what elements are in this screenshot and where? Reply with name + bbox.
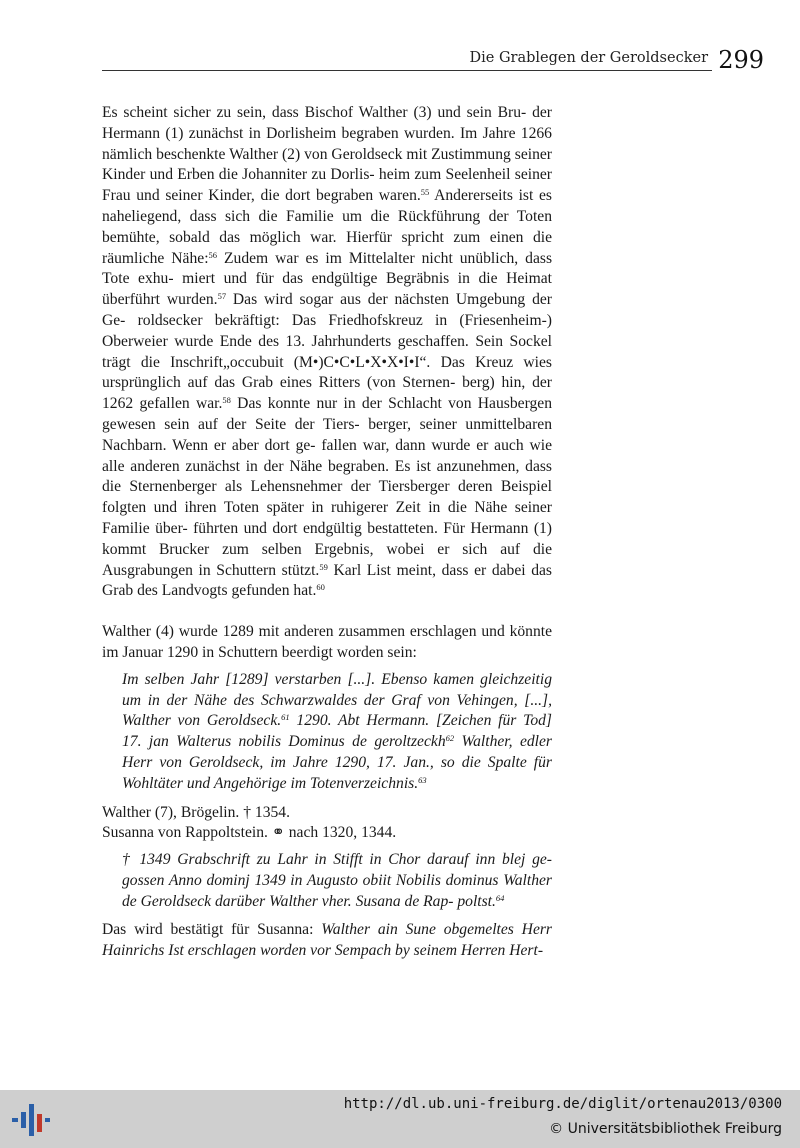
paragraph-2: Walther (4) wurde 1289 mit anderen zusammen erschlagen und könnte im Januar 1290 in Schuttern beerdigt worden sein: xyxy=(102,623,553,661)
block-quote-2: † 1349 Grabschrift zu Lahr in Stifft in Chor darauf inn blej ge- gossen Anno dominj 1349 in Augusto obiit Nobilis dominus Walther de Geroldseck darüber Walther vher. Susana de Rap- poltst.$^{64}$ xyxy=(122,851,552,910)
footnote-ref: 64 xyxy=(495,892,505,903)
genealogy-line-walther: Walther (7), Brögelin. † 1354. xyxy=(102,803,290,821)
running-title: Die Grablegen der Geroldsecker xyxy=(469,50,708,66)
header-rule xyxy=(102,70,712,71)
copyright-notice: © Universitätsbibliothek Freiburg xyxy=(549,1121,782,1137)
block-quote-1: Im selben Jahr [1289] verstarben [...]. Ebenso kamen gleichzeitig um in der Nähe des Schwarzwaldes der Graf von Vehingen, [...], Walther von Geroldseck.$^{61}$ 1290. Abt Hermann. [Zeichen für Tod] 17. jan Walterus nobilis Dominus de geroltzeckh$^{62}$ Walther, edler Herr von Geroldseck, im Jahre 1290, 17. Jan., so die Spalte für Wohltäter und Angehörige im Totenverzeichnis.$^{63}$ xyxy=(122,670,552,792)
ub-freiburg-logo-icon xyxy=(10,1100,52,1140)
footnote-ref: 58 xyxy=(222,395,231,406)
paragraph-1: Es scheint sicher zu sein, dass Bischof Walther (3) und sein Bru- der Hermann (1) zunächst in Dorlisheim begraben wurden. Im Jahre 1266 nämlich beschenkte Walther (2) von Geroldseck mit Zustimmung seiner Kinder und Erben die Johanniter zu Dorlis- heim zum Seelenheil seiner Frau und seiner Kinder, die dort begraben waren.$^{55}$ Andererseits ist es naheliegend, dass sich die Familie um die Rückführung der Toten bemühte, sobald das möglich war. Hierfür spricht zum einen die räumliche Nähe:$^{56}$ Zudem war es im Mittelalter nicht unüblich, dass Tote exhu- miert und für das endgültige Begräbnis in die Heimat überführt wurden.$^{57}$ Das wird sogar aus der nächsten Umgebung der Ge- roldsecker bekräftigt: Das Friedhofskreuz in (Friesenheim-) Oberweier wurde Ende des 13. Jahrhunderts geschaffen. Sein Sockel trägt die Inschrift„occubuit (M•)C•C•L•X•X•I•I“. Das Kreuz wies ursprünglich auf das Grab eines Ritters (von Sternen- berg) hin, der 1262 gefallen war.$^{58}$ Das konnte nur in der Schlacht von Hausbergen gewesen sein auf der Seite der Tiers- berger, seiner unmittelbaren Nachbarn. Wenn er aber dort ge- fallen war, dann wurde er auch wie alle anderen zunächst in der Nähe begraben. Es ist anzunehmen, dass die Sternenberger als Lehensnehmer der Tiersberger deren Beispiel folgten und ihren Toten später in ruhigerer Zeit in die Nähe seiner Familie über- führten und dort endgültig bestatteten. Für Hermann (1) kommt Brucker zum selben Ergebnis, wobei er sich auf die Ausgrabungen in Schuttern stützt.$^{59}$ Karl List meint, dass er dabei das Grab des Landvogts gefunden hat.$^{60}$ xyxy=(102,104,553,600)
footnote-ref: 60 xyxy=(316,582,325,593)
footnote-ref: 63 xyxy=(418,774,427,785)
permalink-url[interactable]: http://dl.ub.uni-freiburg.de/diglit/ortenau2013/0300 xyxy=(343,1096,782,1112)
footnote-ref: 56 xyxy=(208,249,218,260)
running-head xyxy=(102,46,764,72)
footer-bar xyxy=(0,1090,800,1148)
page-body xyxy=(102,103,552,962)
page-number: 299 xyxy=(718,46,764,74)
footnote-ref: 55 xyxy=(420,187,430,198)
footnote-ref: 59 xyxy=(319,561,328,572)
footnote-ref: 61 xyxy=(281,712,290,723)
footnote-ref: 57 xyxy=(217,291,227,302)
paragraph-3: Das wird bestätigt für Susanna: Walther ain Sune obgemeltes Herr Hainrichs Ist erschlagen worden vor Sempach by seinem Herren Hert- xyxy=(102,921,553,960)
genealogy-line-susanna: Susanna von Rappoltstein. ⚭ nach 1320, 1344. xyxy=(102,824,397,842)
footnote-ref: 62 xyxy=(445,733,455,744)
